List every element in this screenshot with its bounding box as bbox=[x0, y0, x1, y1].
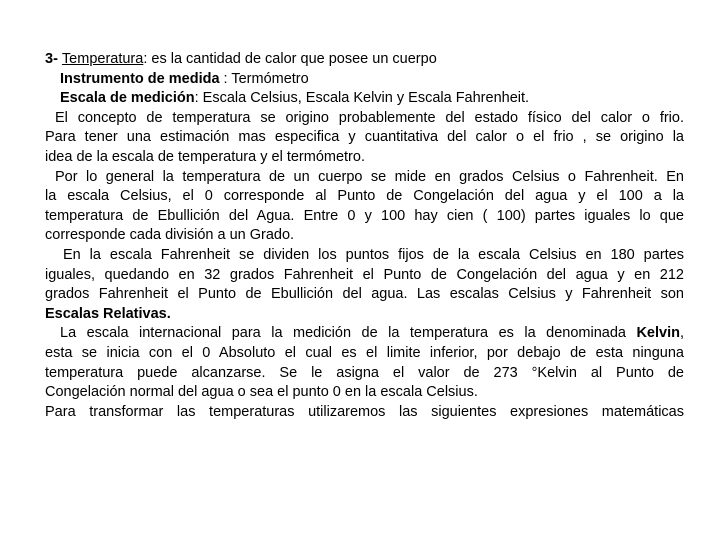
instrument-line bbox=[45, 70, 684, 90]
paragraph4-first-line bbox=[45, 324, 684, 344]
instrument-value: : Termómetro bbox=[219, 70, 309, 87]
document-text bbox=[45, 50, 684, 422]
paragraph1-line: Para tener una estimación mas especifica y cuantitativa del calor o el frio , se origino la bbox=[45, 129, 684, 146]
heading-prefix: 3- bbox=[45, 51, 62, 67]
paragraph1-line: idea de la escala de temperatura y el termómetro. bbox=[45, 148, 365, 165]
paragraph2-line: corresponde cada división a un Grado. bbox=[45, 227, 295, 244]
paragraph4-comma: , bbox=[679, 325, 684, 342]
heading-line bbox=[45, 50, 684, 70]
scale-line bbox=[45, 89, 684, 109]
paragraph2-line: temperatura de Ebullición del Agua. Entre 0 y 100 hay cien ( 100) partes iguales lo que bbox=[45, 207, 684, 224]
scale-label: Escala de medición bbox=[60, 90, 195, 107]
paragraph2-line: la escala Celsius, el 0 corresponde al Punto de Congelación del agua y el 100 a la bbox=[45, 188, 684, 205]
closing-line: Para transformar las temperaturas utilizaremos las siguientes expresiones matemáticas bbox=[45, 403, 684, 420]
paragraph3-line: grados Fahrenheit el Punto de Ebullición del agua. Las escalas Celsius y Fahrenheit son bbox=[45, 286, 684, 303]
instrument-label: Instrumento de medida bbox=[60, 70, 220, 87]
paragraph3-bold-end: Escalas Relativas. bbox=[45, 305, 171, 322]
paragraph4-line: esta se inicia con el 0 Absoluto el cual es el limite inferior, por debajo de esta ninguna bbox=[45, 344, 684, 361]
kelvin-term: Kelvin bbox=[636, 325, 680, 342]
paragraph4-line: Congelación normal del agua o sea el punto 0 en la escala Celsius. bbox=[45, 384, 478, 401]
paragraph4-start: La escala internacional para la medición de la temperatura es la denominada bbox=[60, 325, 637, 342]
paragraph1-line: El concepto de temperatura se origino probablemente del estado físico del calor o frio. bbox=[55, 109, 684, 126]
paragraph3-line: iguales, quedando en 32 grados Fahrenheit el Punto de Congelación del agua y en 212 bbox=[45, 266, 684, 283]
paragraph4-line: temperatura puede alcanzarse. Se le asigna el valor de 273 °Kelvin al Punto de bbox=[45, 364, 684, 381]
heading-term: Temperatura bbox=[61, 51, 144, 67]
heading-definition: : es la cantidad de calor que posee un cuerpo bbox=[143, 51, 437, 67]
scale-value: : Escala Celsius, Escala Kelvin y Escala Fahrenheit. bbox=[194, 90, 530, 107]
paragraph3-line: En la escala Fahrenheit se dividen los puntos fijos de la escala Celsius en 180 partes bbox=[63, 246, 684, 263]
paragraph2-line: Por lo general la temperatura de un cuerpo se mide en grados Celsius o Fahrenheit. En bbox=[55, 168, 684, 185]
